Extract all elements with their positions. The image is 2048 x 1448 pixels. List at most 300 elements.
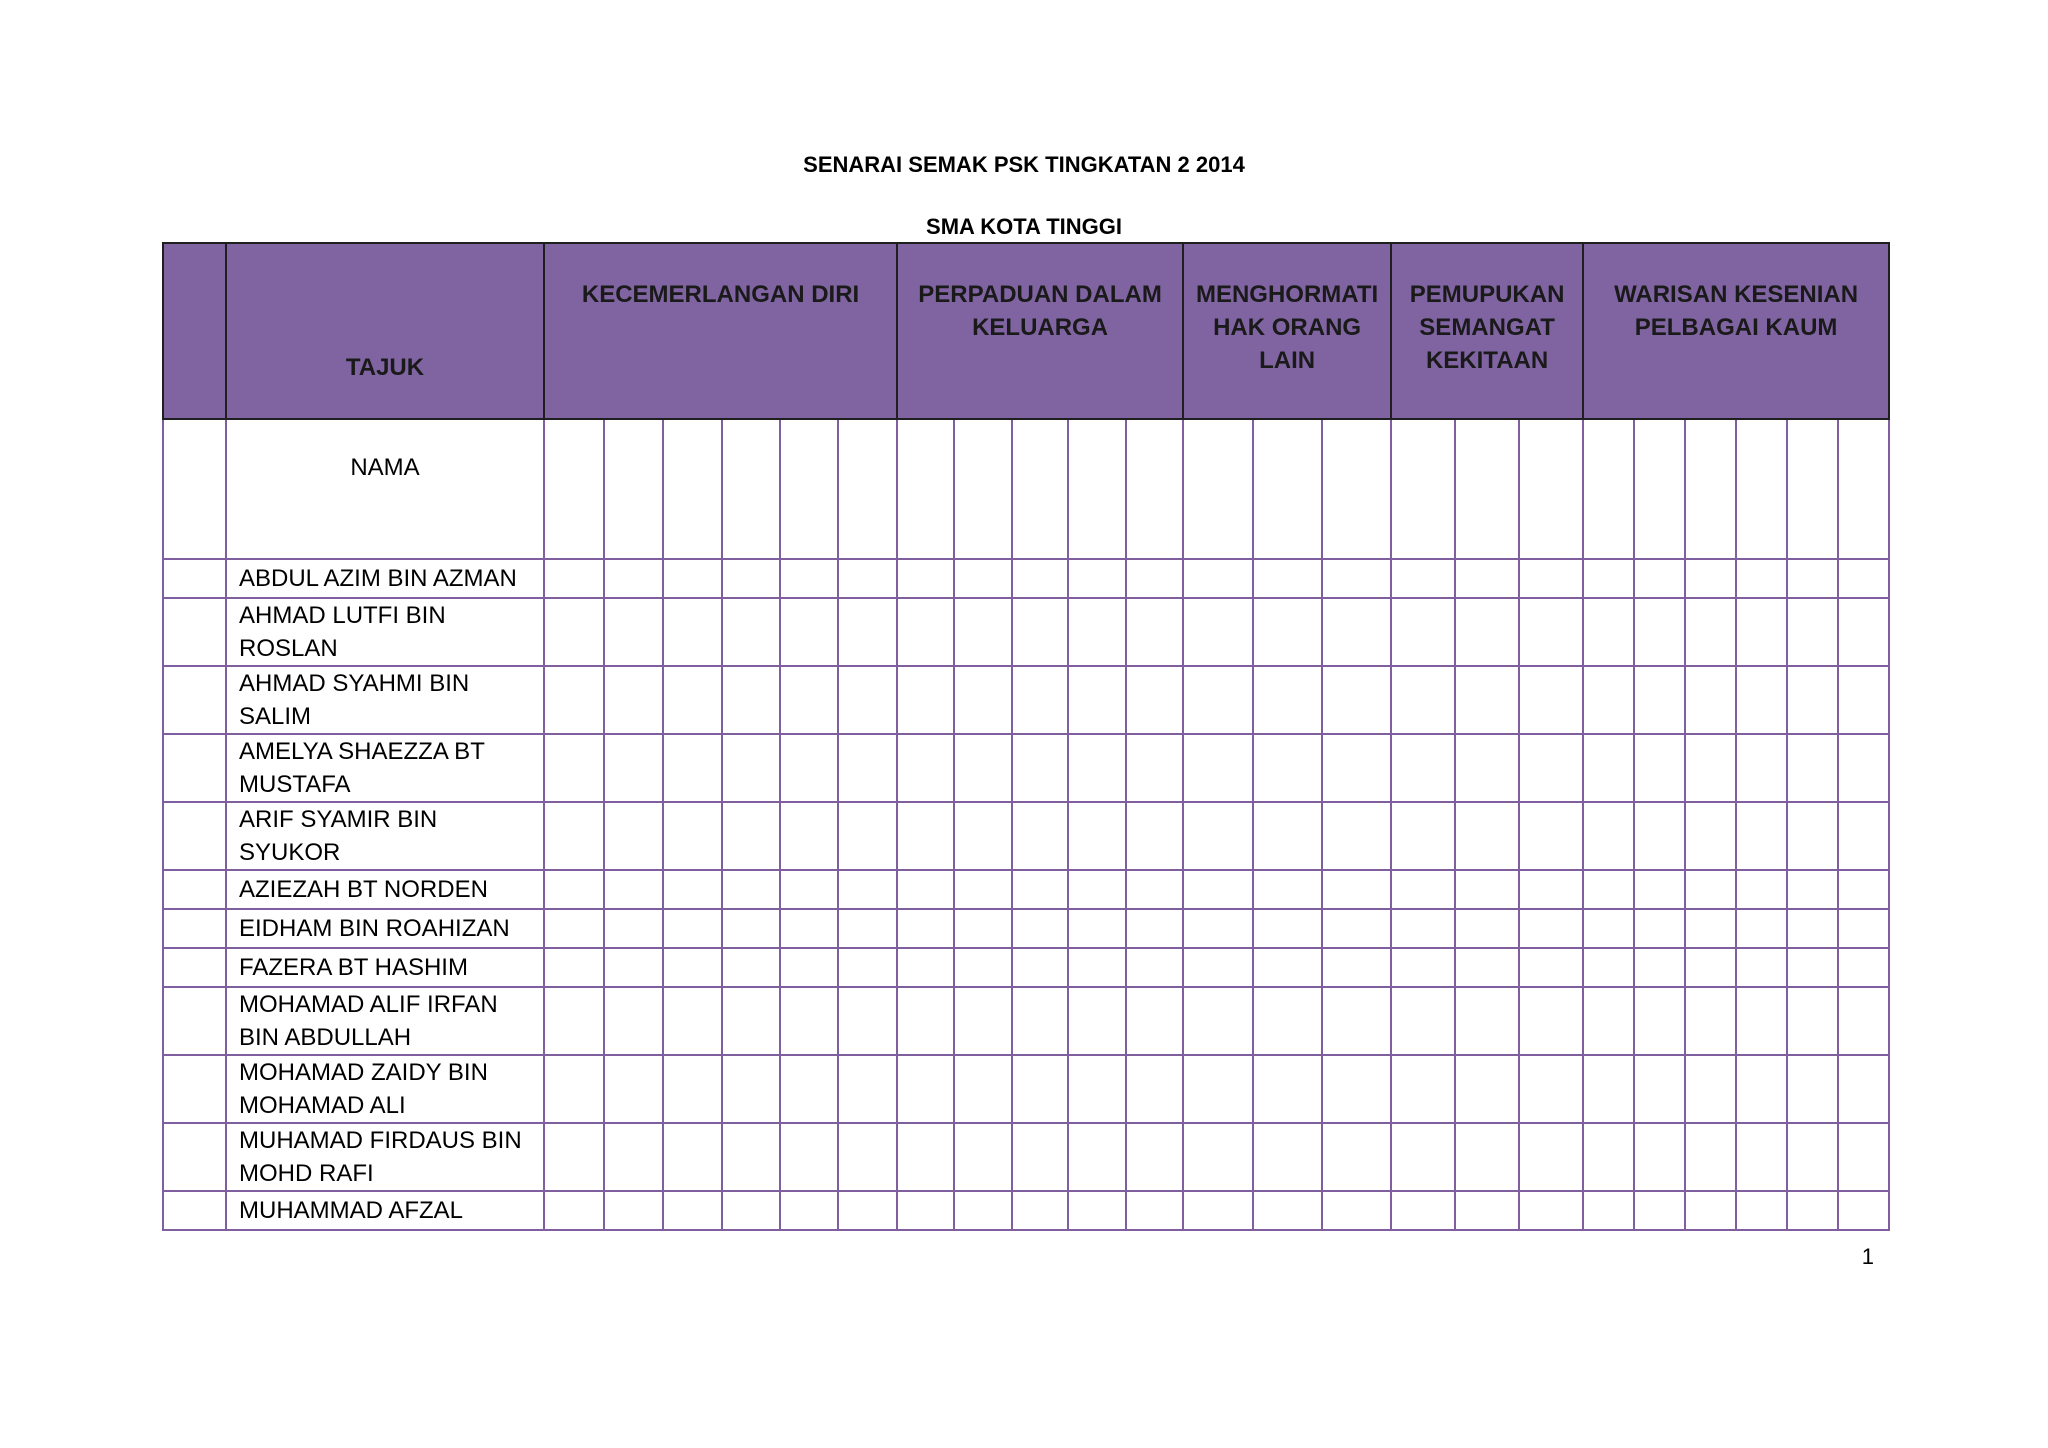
check-cell[interactable]: [1322, 1191, 1391, 1230]
check-cell[interactable]: [1787, 1191, 1838, 1230]
check-cell[interactable]: [1391, 666, 1455, 734]
check-cell[interactable]: [838, 734, 897, 802]
check-cell[interactable]: [722, 734, 780, 802]
check-cell[interactable]: [1253, 870, 1322, 909]
check-cell[interactable]: [1183, 909, 1253, 948]
check-cell[interactable]: [1634, 1191, 1685, 1230]
check-cell[interactable]: [1012, 987, 1068, 1055]
check-cell[interactable]: [1126, 909, 1183, 948]
check-cell[interactable]: [663, 948, 722, 987]
check-cell[interactable]: [1068, 870, 1126, 909]
check-cell[interactable]: [1391, 419, 1455, 559]
check-cell[interactable]: [1736, 870, 1787, 909]
check-cell[interactable]: [954, 1055, 1012, 1123]
check-cell[interactable]: [954, 734, 1012, 802]
check-cell[interactable]: [1519, 1191, 1583, 1230]
check-cell[interactable]: [1012, 948, 1068, 987]
check-cell[interactable]: [1322, 1055, 1391, 1123]
check-cell[interactable]: [780, 802, 838, 870]
check-cell[interactable]: [544, 734, 604, 802]
check-cell[interactable]: [722, 1123, 780, 1191]
check-cell[interactable]: [1068, 1055, 1126, 1123]
check-cell[interactable]: [1519, 666, 1583, 734]
check-cell[interactable]: [1253, 734, 1322, 802]
check-cell[interactable]: [1126, 987, 1183, 1055]
check-cell[interactable]: [897, 802, 954, 870]
check-cell[interactable]: [663, 1123, 722, 1191]
check-cell[interactable]: [1634, 870, 1685, 909]
check-cell[interactable]: [1126, 870, 1183, 909]
check-cell[interactable]: [604, 1123, 663, 1191]
check-cell[interactable]: [1685, 666, 1736, 734]
check-cell[interactable]: [1068, 948, 1126, 987]
check-cell[interactable]: [604, 1055, 663, 1123]
check-cell[interactable]: [1787, 598, 1838, 666]
check-cell[interactable]: [1068, 802, 1126, 870]
check-cell[interactable]: [954, 598, 1012, 666]
check-cell[interactable]: [780, 948, 838, 987]
check-cell[interactable]: [1634, 909, 1685, 948]
check-cell[interactable]: [604, 734, 663, 802]
check-cell[interactable]: [722, 802, 780, 870]
check-cell[interactable]: [1126, 948, 1183, 987]
check-cell[interactable]: [1068, 987, 1126, 1055]
check-cell[interactable]: [954, 909, 1012, 948]
check-cell[interactable]: [838, 909, 897, 948]
check-cell[interactable]: [722, 987, 780, 1055]
check-cell[interactable]: [1519, 909, 1583, 948]
check-cell[interactable]: [1068, 734, 1126, 802]
check-cell[interactable]: [1685, 987, 1736, 1055]
check-cell[interactable]: [897, 909, 954, 948]
check-cell[interactable]: [954, 1123, 1012, 1191]
check-cell[interactable]: [1322, 870, 1391, 909]
check-cell[interactable]: [897, 870, 954, 909]
check-cell[interactable]: [1183, 1191, 1253, 1230]
check-cell[interactable]: [1787, 1123, 1838, 1191]
check-cell[interactable]: [1519, 559, 1583, 598]
check-cell[interactable]: [1455, 1055, 1519, 1123]
check-cell[interactable]: [1391, 948, 1455, 987]
check-cell[interactable]: [1736, 948, 1787, 987]
check-cell[interactable]: [1787, 909, 1838, 948]
check-cell[interactable]: [544, 987, 604, 1055]
check-cell[interactable]: [1068, 559, 1126, 598]
check-cell[interactable]: [897, 419, 954, 559]
check-cell[interactable]: [1838, 598, 1889, 666]
check-cell[interactable]: [1583, 870, 1634, 909]
check-cell[interactable]: [1012, 666, 1068, 734]
check-cell[interactable]: [897, 666, 954, 734]
check-cell[interactable]: [780, 1123, 838, 1191]
check-cell[interactable]: [1253, 802, 1322, 870]
check-cell[interactable]: [663, 802, 722, 870]
check-cell[interactable]: [604, 419, 663, 559]
check-cell[interactable]: [1838, 734, 1889, 802]
check-cell[interactable]: [1634, 666, 1685, 734]
check-cell[interactable]: [1787, 987, 1838, 1055]
check-cell[interactable]: [604, 802, 663, 870]
check-cell[interactable]: [954, 987, 1012, 1055]
check-cell[interactable]: [722, 1191, 780, 1230]
check-cell[interactable]: [1583, 419, 1634, 559]
check-cell[interactable]: [1583, 598, 1634, 666]
check-cell[interactable]: [1012, 1123, 1068, 1191]
check-cell[interactable]: [1519, 987, 1583, 1055]
check-cell[interactable]: [722, 559, 780, 598]
check-cell[interactable]: [1634, 598, 1685, 666]
check-cell[interactable]: [722, 870, 780, 909]
check-cell[interactable]: [838, 1123, 897, 1191]
check-cell[interactable]: [1838, 1055, 1889, 1123]
check-cell[interactable]: [1634, 734, 1685, 802]
check-cell[interactable]: [1455, 1191, 1519, 1230]
check-cell[interactable]: [954, 870, 1012, 909]
check-cell[interactable]: [663, 559, 722, 598]
check-cell[interactable]: [1012, 598, 1068, 666]
check-cell[interactable]: [1126, 666, 1183, 734]
check-cell[interactable]: [897, 987, 954, 1055]
check-cell[interactable]: [1634, 802, 1685, 870]
check-cell[interactable]: [1183, 559, 1253, 598]
check-cell[interactable]: [1685, 734, 1736, 802]
check-cell[interactable]: [1183, 948, 1253, 987]
check-cell[interactable]: [604, 948, 663, 987]
check-cell[interactable]: [838, 559, 897, 598]
check-cell[interactable]: [544, 559, 604, 598]
check-cell[interactable]: [663, 1191, 722, 1230]
check-cell[interactable]: [1685, 909, 1736, 948]
check-cell[interactable]: [1787, 1055, 1838, 1123]
check-cell[interactable]: [722, 666, 780, 734]
check-cell[interactable]: [1634, 419, 1685, 559]
check-cell[interactable]: [1583, 1191, 1634, 1230]
check-cell[interactable]: [1126, 559, 1183, 598]
check-cell[interactable]: [838, 419, 897, 559]
check-cell[interactable]: [1685, 1055, 1736, 1123]
check-cell[interactable]: [1253, 948, 1322, 987]
check-cell[interactable]: [1634, 948, 1685, 987]
check-cell[interactable]: [604, 598, 663, 666]
check-cell[interactable]: [838, 802, 897, 870]
check-cell[interactable]: [1634, 987, 1685, 1055]
check-cell[interactable]: [1736, 598, 1787, 666]
check-cell[interactable]: [544, 1191, 604, 1230]
check-cell[interactable]: [1012, 802, 1068, 870]
check-cell[interactable]: [663, 666, 722, 734]
check-cell[interactable]: [1126, 1191, 1183, 1230]
check-cell[interactable]: [1322, 598, 1391, 666]
check-cell[interactable]: [1126, 1123, 1183, 1191]
check-cell[interactable]: [1183, 1123, 1253, 1191]
check-cell[interactable]: [604, 1191, 663, 1230]
check-cell[interactable]: [1126, 419, 1183, 559]
check-cell[interactable]: [1012, 419, 1068, 559]
check-cell[interactable]: [838, 870, 897, 909]
check-cell[interactable]: [1519, 734, 1583, 802]
check-cell[interactable]: [897, 1055, 954, 1123]
check-cell[interactable]: [1068, 909, 1126, 948]
check-cell[interactable]: [1455, 734, 1519, 802]
check-cell[interactable]: [1685, 419, 1736, 559]
check-cell[interactable]: [1583, 909, 1634, 948]
check-cell[interactable]: [897, 734, 954, 802]
check-cell[interactable]: [1736, 909, 1787, 948]
check-cell[interactable]: [1787, 948, 1838, 987]
check-cell[interactable]: [604, 666, 663, 734]
check-cell[interactable]: [780, 1191, 838, 1230]
check-cell[interactable]: [1685, 1191, 1736, 1230]
check-cell[interactable]: [1583, 559, 1634, 598]
check-cell[interactable]: [1183, 802, 1253, 870]
check-cell[interactable]: [544, 802, 604, 870]
check-cell[interactable]: [1583, 987, 1634, 1055]
check-cell[interactable]: [1787, 666, 1838, 734]
check-cell[interactable]: [663, 870, 722, 909]
check-cell[interactable]: [1583, 1123, 1634, 1191]
check-cell[interactable]: [1583, 666, 1634, 734]
check-cell[interactable]: [838, 987, 897, 1055]
check-cell[interactable]: [1634, 1055, 1685, 1123]
check-cell[interactable]: [1455, 419, 1519, 559]
check-cell[interactable]: [1583, 734, 1634, 802]
check-cell[interactable]: [1012, 909, 1068, 948]
check-cell[interactable]: [604, 870, 663, 909]
check-cell[interactable]: [954, 948, 1012, 987]
check-cell[interactable]: [1012, 734, 1068, 802]
check-cell[interactable]: [544, 1055, 604, 1123]
check-cell[interactable]: [1736, 987, 1787, 1055]
check-cell[interactable]: [1322, 666, 1391, 734]
check-cell[interactable]: [1736, 1055, 1787, 1123]
check-cell[interactable]: [1322, 987, 1391, 1055]
check-cell[interactable]: [780, 598, 838, 666]
check-cell[interactable]: [780, 909, 838, 948]
check-cell[interactable]: [1519, 598, 1583, 666]
check-cell[interactable]: [1183, 734, 1253, 802]
check-cell[interactable]: [604, 987, 663, 1055]
check-cell[interactable]: [897, 598, 954, 666]
check-cell[interactable]: [838, 948, 897, 987]
check-cell[interactable]: [1583, 948, 1634, 987]
check-cell[interactable]: [1253, 1055, 1322, 1123]
check-cell[interactable]: [1455, 559, 1519, 598]
check-cell[interactable]: [1322, 909, 1391, 948]
check-cell[interactable]: [1322, 802, 1391, 870]
check-cell[interactable]: [780, 987, 838, 1055]
check-cell[interactable]: [722, 598, 780, 666]
check-cell[interactable]: [604, 909, 663, 948]
check-cell[interactable]: [1391, 870, 1455, 909]
check-cell[interactable]: [1322, 734, 1391, 802]
check-cell[interactable]: [1068, 598, 1126, 666]
check-cell[interactable]: [1787, 802, 1838, 870]
check-cell[interactable]: [1012, 870, 1068, 909]
check-cell[interactable]: [1685, 598, 1736, 666]
check-cell[interactable]: [1391, 1191, 1455, 1230]
check-cell[interactable]: [1736, 419, 1787, 559]
check-cell[interactable]: [544, 666, 604, 734]
check-cell[interactable]: [663, 598, 722, 666]
check-cell[interactable]: [1183, 598, 1253, 666]
check-cell[interactable]: [780, 870, 838, 909]
check-cell[interactable]: [1685, 802, 1736, 870]
check-cell[interactable]: [780, 734, 838, 802]
check-cell[interactable]: [1455, 1123, 1519, 1191]
check-cell[interactable]: [954, 559, 1012, 598]
check-cell[interactable]: [1068, 1191, 1126, 1230]
check-cell[interactable]: [544, 948, 604, 987]
check-cell[interactable]: [663, 987, 722, 1055]
check-cell[interactable]: [1519, 1123, 1583, 1191]
check-cell[interactable]: [663, 1055, 722, 1123]
check-cell[interactable]: [1634, 1123, 1685, 1191]
check-cell[interactable]: [1685, 870, 1736, 909]
check-cell[interactable]: [663, 419, 722, 559]
check-cell[interactable]: [544, 1123, 604, 1191]
check-cell[interactable]: [1126, 734, 1183, 802]
check-cell[interactable]: [1838, 870, 1889, 909]
check-cell[interactable]: [544, 909, 604, 948]
check-cell[interactable]: [1455, 987, 1519, 1055]
check-cell[interactable]: [1391, 987, 1455, 1055]
check-cell[interactable]: [1455, 909, 1519, 948]
check-cell[interactable]: [838, 666, 897, 734]
check-cell[interactable]: [1322, 948, 1391, 987]
check-cell[interactable]: [1787, 870, 1838, 909]
check-cell[interactable]: [1126, 598, 1183, 666]
check-cell[interactable]: [1685, 559, 1736, 598]
check-cell[interactable]: [1685, 948, 1736, 987]
check-cell[interactable]: [780, 559, 838, 598]
check-cell[interactable]: [1519, 419, 1583, 559]
check-cell[interactable]: [1322, 559, 1391, 598]
check-cell[interactable]: [1838, 802, 1889, 870]
check-cell[interactable]: [1519, 802, 1583, 870]
check-cell[interactable]: [1126, 1055, 1183, 1123]
check-cell[interactable]: [1519, 948, 1583, 987]
check-cell[interactable]: [780, 666, 838, 734]
check-cell[interactable]: [1838, 1123, 1889, 1191]
check-cell[interactable]: [544, 870, 604, 909]
check-cell[interactable]: [1391, 909, 1455, 948]
check-cell[interactable]: [1736, 1123, 1787, 1191]
check-cell[interactable]: [1322, 419, 1391, 559]
check-cell[interactable]: [1787, 419, 1838, 559]
check-cell[interactable]: [1736, 666, 1787, 734]
check-cell[interactable]: [1685, 1123, 1736, 1191]
check-cell[interactable]: [897, 1123, 954, 1191]
check-cell[interactable]: [1068, 666, 1126, 734]
check-cell[interactable]: [1838, 987, 1889, 1055]
check-cell[interactable]: [1583, 1055, 1634, 1123]
check-cell[interactable]: [897, 559, 954, 598]
check-cell[interactable]: [1012, 1055, 1068, 1123]
check-cell[interactable]: [1068, 419, 1126, 559]
check-cell[interactable]: [1183, 987, 1253, 1055]
check-cell[interactable]: [838, 598, 897, 666]
check-cell[interactable]: [1787, 734, 1838, 802]
check-cell[interactable]: [1183, 870, 1253, 909]
check-cell[interactable]: [1183, 419, 1253, 559]
check-cell[interactable]: [1068, 1123, 1126, 1191]
check-cell[interactable]: [1455, 802, 1519, 870]
check-cell[interactable]: [1391, 802, 1455, 870]
check-cell[interactable]: [1253, 598, 1322, 666]
check-cell[interactable]: [1391, 559, 1455, 598]
check-cell[interactable]: [954, 419, 1012, 559]
check-cell[interactable]: [897, 1191, 954, 1230]
check-cell[interactable]: [604, 559, 663, 598]
check-cell[interactable]: [1126, 802, 1183, 870]
check-cell[interactable]: [663, 909, 722, 948]
check-cell[interactable]: [1838, 419, 1889, 559]
check-cell[interactable]: [1253, 559, 1322, 598]
check-cell[interactable]: [1583, 802, 1634, 870]
check-cell[interactable]: [1838, 1191, 1889, 1230]
check-cell[interactable]: [1391, 1055, 1455, 1123]
check-cell[interactable]: [1519, 1055, 1583, 1123]
check-cell[interactable]: [1455, 666, 1519, 734]
check-cell[interactable]: [1322, 1123, 1391, 1191]
check-cell[interactable]: [1012, 1191, 1068, 1230]
student-name: FAZERA BT HASHIM: [226, 948, 544, 987]
check-cell[interactable]: [838, 1191, 897, 1230]
check-cell[interactable]: [1253, 666, 1322, 734]
check-cell[interactable]: [1253, 1123, 1322, 1191]
check-cell[interactable]: [954, 666, 1012, 734]
check-cell[interactable]: [1787, 559, 1838, 598]
check-cell[interactable]: [780, 1055, 838, 1123]
check-cell[interactable]: [1012, 559, 1068, 598]
check-cell[interactable]: [1455, 870, 1519, 909]
check-cell[interactable]: [954, 802, 1012, 870]
check-cell[interactable]: [1455, 948, 1519, 987]
check-cell[interactable]: [838, 1055, 897, 1123]
check-cell[interactable]: [1253, 987, 1322, 1055]
check-cell[interactable]: [1253, 1191, 1322, 1230]
check-cell[interactable]: [1183, 666, 1253, 734]
check-cell[interactable]: [780, 419, 838, 559]
check-cell[interactable]: [722, 419, 780, 559]
check-cell[interactable]: [954, 1191, 1012, 1230]
check-cell[interactable]: [1391, 734, 1455, 802]
check-cell[interactable]: [1253, 909, 1322, 948]
check-cell[interactable]: [1736, 559, 1787, 598]
check-cell[interactable]: [1253, 419, 1322, 559]
check-cell[interactable]: [1736, 734, 1787, 802]
check-cell[interactable]: [1391, 1123, 1455, 1191]
check-cell[interactable]: [1838, 948, 1889, 987]
check-cell[interactable]: [1455, 598, 1519, 666]
check-cell[interactable]: [1838, 559, 1889, 598]
check-cell[interactable]: [722, 1055, 780, 1123]
check-cell[interactable]: [1736, 802, 1787, 870]
check-cell[interactable]: [544, 419, 604, 559]
check-cell[interactable]: [897, 948, 954, 987]
check-cell[interactable]: [1736, 1191, 1787, 1230]
check-cell[interactable]: [1838, 666, 1889, 734]
check-cell[interactable]: [1838, 909, 1889, 948]
check-cell[interactable]: [544, 598, 604, 666]
check-cell[interactable]: [663, 734, 722, 802]
check-cell[interactable]: [1519, 870, 1583, 909]
check-cell[interactable]: [1634, 559, 1685, 598]
check-cell[interactable]: [722, 909, 780, 948]
check-cell[interactable]: [1183, 1055, 1253, 1123]
check-cell[interactable]: [1391, 598, 1455, 666]
check-cell[interactable]: [722, 948, 780, 987]
